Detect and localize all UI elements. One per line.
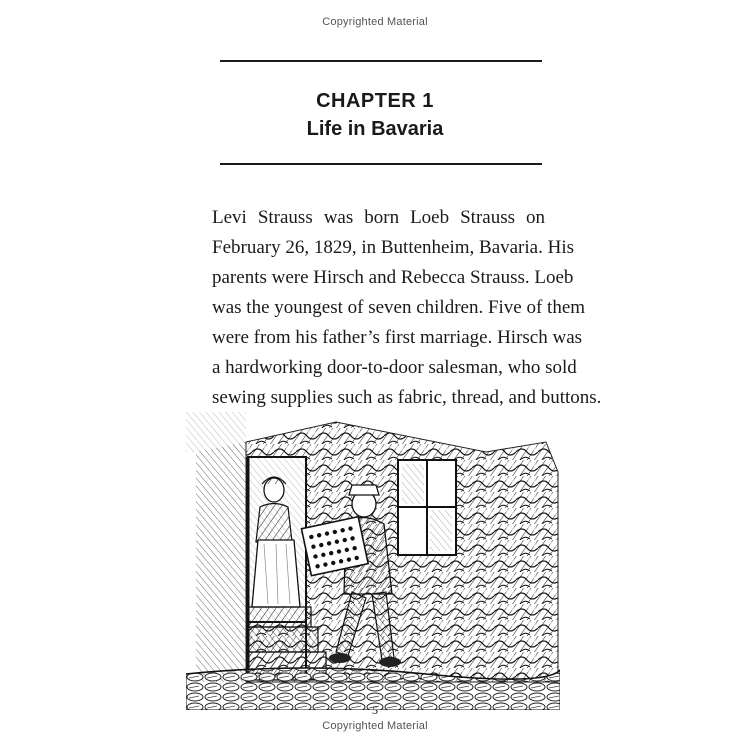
paragraph-line: a hardworking door-to-door salesman, who sold bbox=[212, 357, 577, 378]
paragraph-line: Levi Strauss was born Loeb Strauss on bbox=[212, 207, 545, 228]
top-divider-rule bbox=[220, 60, 542, 62]
paragraph-line: sewing supplies such as fabric, thread, and buttons. bbox=[212, 387, 602, 408]
copyright-watermark-bottom: Copyrighted Material bbox=[322, 720, 428, 732]
copyright-watermark-top: Copyrighted Material bbox=[322, 16, 428, 28]
paragraph-line: was the youngest of seven children. Five of them bbox=[212, 297, 586, 318]
peddler-at-door-illustration bbox=[186, 412, 560, 710]
page-number: 5 bbox=[372, 703, 378, 717]
chapter-heading bbox=[0, 88, 750, 142]
body-paragraph bbox=[212, 203, 602, 413]
chapter-title: Life in Bavaria bbox=[306, 118, 444, 140]
paragraph-line: were from his father’s first marriage. Hirsch was bbox=[212, 327, 583, 348]
chapter-number: CHAPTER 1 bbox=[316, 90, 434, 112]
paragraph-line: parents were Hirsch and Rebecca Strauss. Loeb bbox=[212, 267, 574, 288]
bottom-divider-rule bbox=[220, 163, 542, 165]
paragraph-line: February 26, 1829, in Buttenheim, Bavaria. His bbox=[212, 237, 574, 258]
